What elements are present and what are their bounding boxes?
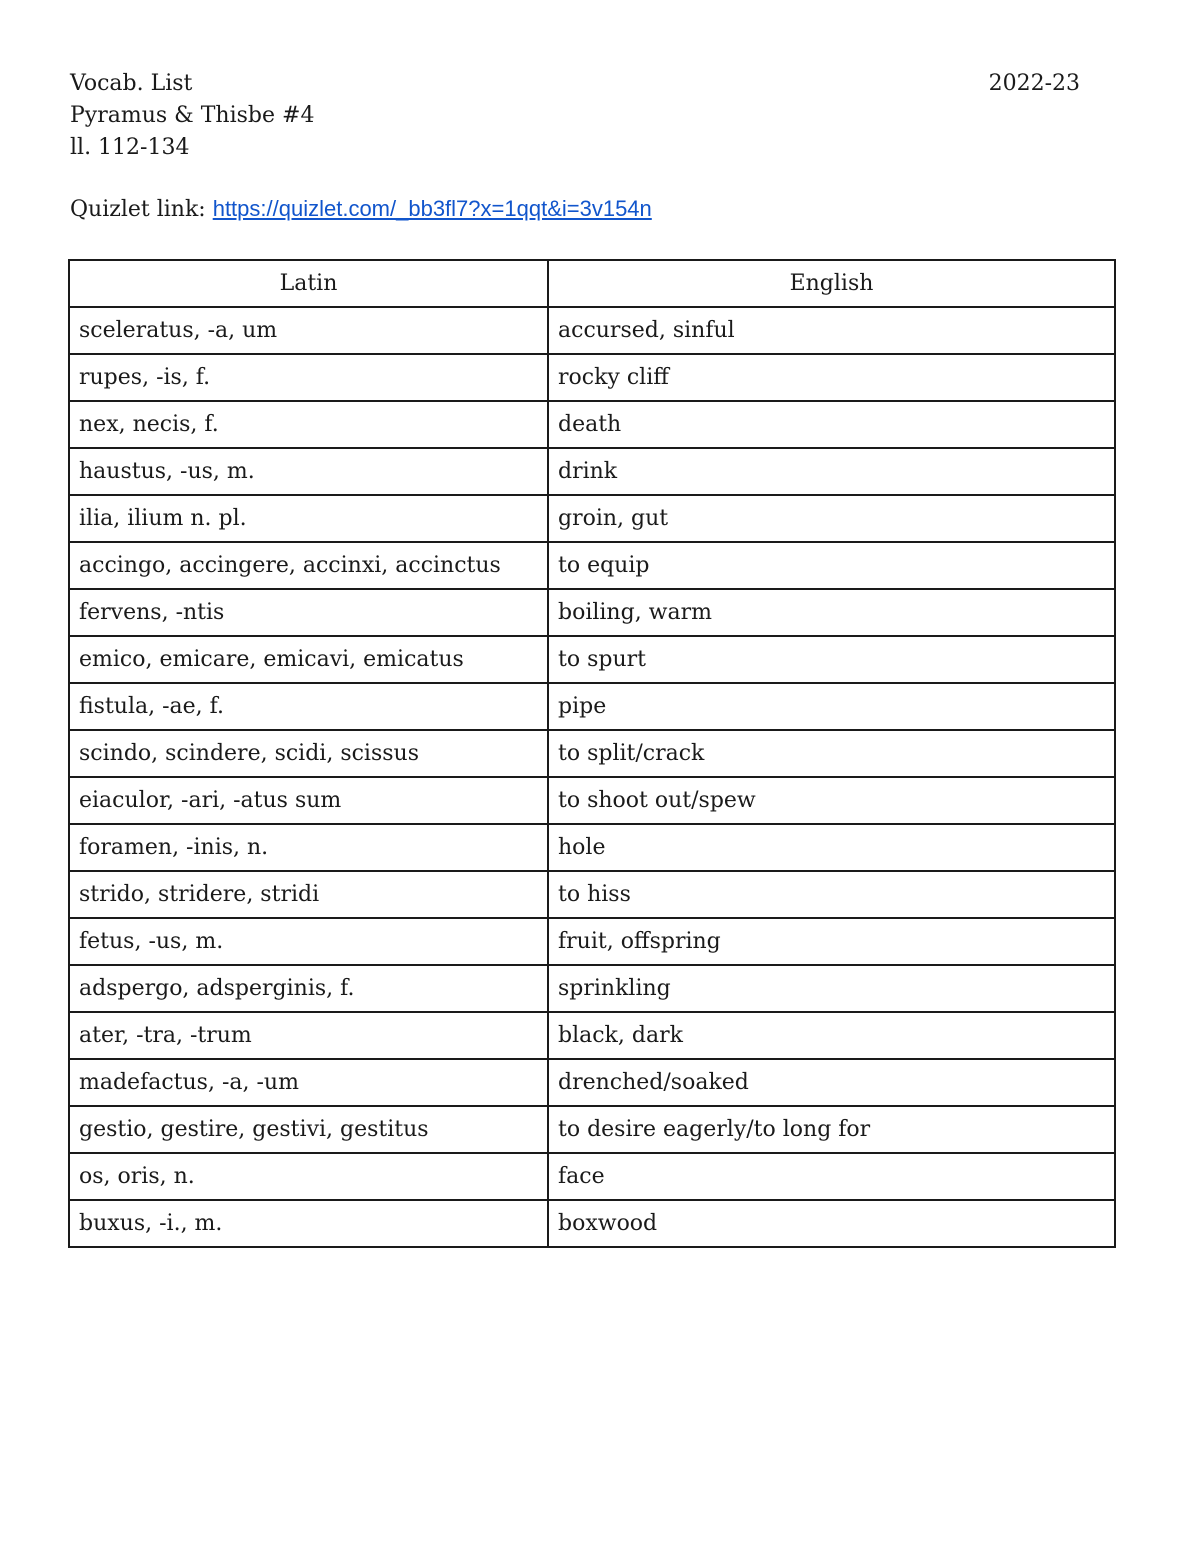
english-cell: black, dark — [548, 1012, 1115, 1059]
english-cell: pipe — [548, 683, 1115, 730]
quizlet-line — [70, 198, 652, 221]
table-row — [69, 307, 1115, 354]
table-row — [69, 683, 1115, 730]
english-cell: drink — [548, 448, 1115, 495]
table-row — [69, 1200, 1115, 1247]
table-row — [69, 354, 1115, 401]
latin-cell: rupes, -is, f. — [69, 354, 548, 401]
table-row — [69, 448, 1115, 495]
table-row — [69, 871, 1115, 918]
latin-cell: fetus, -us, m. — [69, 918, 548, 965]
quizlet-link[interactable]: https://quizlet.com/_bb3fl7?x=1qqt&i=3v154n — [212, 196, 652, 221]
latin-cell: adspergo, adsperginis, f. — [69, 965, 548, 1012]
latin-cell: fistula, -ae, f. — [69, 683, 548, 730]
latin-cell: foramen, -inis, n. — [69, 824, 548, 871]
english-cell: to equip — [548, 542, 1115, 589]
latin-cell: gestio, gestire, gestivi, gestitus — [69, 1106, 548, 1153]
english-cell: accursed, sinful — [548, 307, 1115, 354]
latin-cell: emico, emicare, emicavi, emicatus — [69, 636, 548, 683]
latin-cell: nex, necis, f. — [69, 401, 548, 448]
vocab-table — [68, 259, 1116, 1248]
latin-cell: madefactus, -a, -um — [69, 1059, 548, 1106]
english-cell: death — [548, 401, 1115, 448]
table-row — [69, 918, 1115, 965]
table-row — [69, 1012, 1115, 1059]
table-row — [69, 636, 1115, 683]
english-cell: boxwood — [548, 1200, 1115, 1247]
table-row — [69, 824, 1115, 871]
table-row — [69, 965, 1115, 1012]
header-english: English — [548, 260, 1115, 307]
latin-cell: eiaculor, -ari, -atus sum — [69, 777, 548, 824]
table-header-row — [69, 260, 1115, 307]
english-cell: rocky cliff — [548, 354, 1115, 401]
doc-subtitle: Pyramus & Thisbe #4 — [70, 103, 315, 128]
english-cell: to shoot out/spew — [548, 777, 1115, 824]
english-cell: to spurt — [548, 636, 1115, 683]
english-cell: hole — [548, 824, 1115, 871]
table-row — [69, 542, 1115, 589]
quizlet-label: Quizlet link: — [70, 197, 213, 222]
latin-cell: accingo, accingere, accinxi, accinctus — [69, 542, 548, 589]
line-range: ll. 112-134 — [70, 135, 190, 160]
latin-cell: strido, stridere, stridi — [69, 871, 548, 918]
table-row — [69, 730, 1115, 777]
english-cell: drenched/soaked — [548, 1059, 1115, 1106]
latin-cell: ater, -tra, -trum — [69, 1012, 548, 1059]
english-cell: sprinkling — [548, 965, 1115, 1012]
table-row — [69, 495, 1115, 542]
latin-cell: fervens, -ntis — [69, 589, 548, 636]
table-row — [69, 589, 1115, 636]
latin-cell: buxus, -i., m. — [69, 1200, 548, 1247]
english-cell: face — [548, 1153, 1115, 1200]
table-row — [69, 1106, 1115, 1153]
english-cell: to split/crack — [548, 730, 1115, 777]
table-row — [69, 1153, 1115, 1200]
latin-cell: sceleratus, -a, um — [69, 307, 548, 354]
latin-cell: haustus, -us, m. — [69, 448, 548, 495]
table-row — [69, 1059, 1115, 1106]
english-cell: to hiss — [548, 871, 1115, 918]
vocab-table-body — [69, 307, 1115, 1247]
latin-cell: os, oris, n. — [69, 1153, 548, 1200]
school-year: 2022-23 — [988, 71, 1080, 96]
english-cell: fruit, offspring — [548, 918, 1115, 965]
doc-title: Vocab. List — [70, 71, 193, 96]
latin-cell: ilia, ilium n. pl. — [69, 495, 548, 542]
latin-cell: scindo, scindere, scidi, scissus — [69, 730, 548, 777]
english-cell: boiling, warm — [548, 589, 1115, 636]
table-row — [69, 777, 1115, 824]
english-cell: groin, gut — [548, 495, 1115, 542]
table-row — [69, 401, 1115, 448]
english-cell: to desire eagerly/to long for — [548, 1106, 1115, 1153]
header-latin: Latin — [69, 260, 548, 307]
